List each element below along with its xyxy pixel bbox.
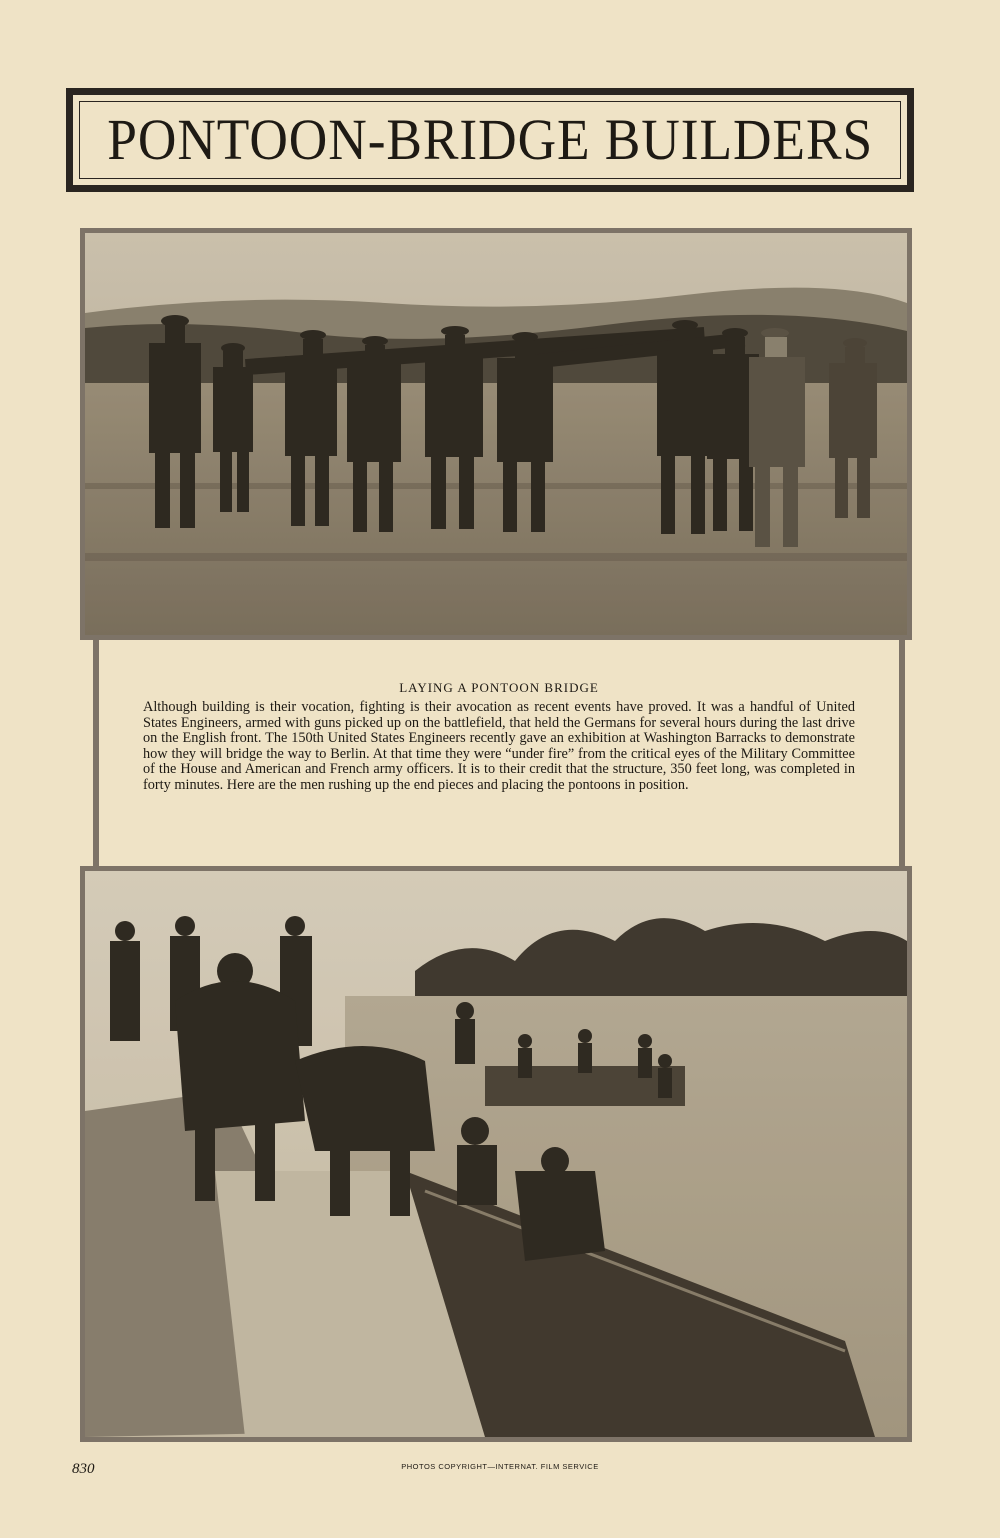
caption-heading: LAYING A PONTOON BRIDGE <box>399 680 599 695</box>
bottom-photograph <box>80 866 912 1442</box>
caption-panel <box>93 640 905 866</box>
title-frame <box>66 88 914 192</box>
top-photograph <box>80 228 912 640</box>
page-title: PONTOON-BRIDGE BUILDERS <box>107 107 873 172</box>
title-inner-frame <box>79 101 901 179</box>
soldiers-carrying-beams-photo <box>85 233 907 635</box>
soldiers-placing-pontoons-photo <box>85 871 907 1437</box>
caption-body: Although building is their vocation, fighting is their avocation as recent events have proved. It was a handful of United States Engineers, armed with guns picked up on the battlefield, that held the Germans for several hours during the last drive on the English front. The 150th United States Engineers recently gave an exhibition at Washington Barracks to demonstrate how they will bridge the way to Berlin. At that time they were “under fire” from the critical eyes of the Military Committee of the House and American and French army officers. It is to their credit that the structure, 350 feet long, was completed in forty minutes. Here are the men rushing up the end pieces and placing the pontoons in position. <box>143 699 855 793</box>
photo-credit: PHOTOS COPYRIGHT—INTERNAT. FILM SERVICE <box>401 1462 599 1471</box>
page-number: 830 <box>72 1461 95 1477</box>
